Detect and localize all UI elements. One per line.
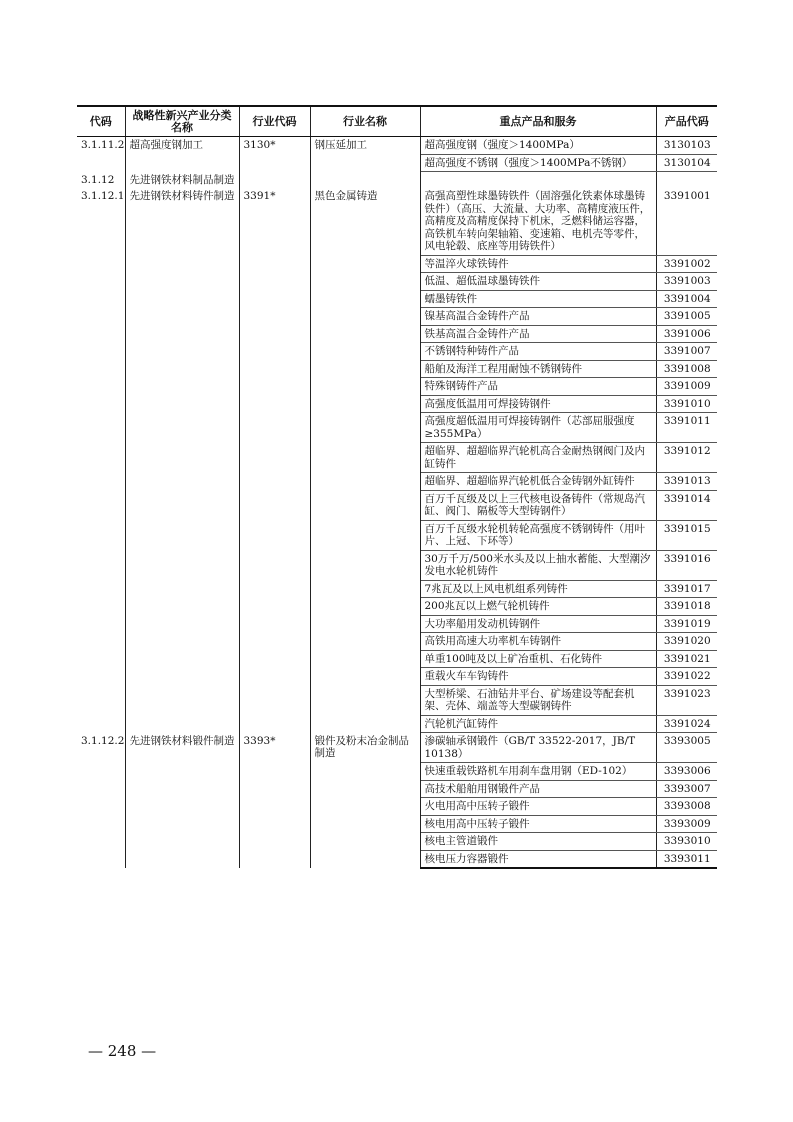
industry-name [310, 172, 420, 189]
page-number: — 248 — [88, 1042, 157, 1060]
product-code: 3391016 [656, 550, 717, 580]
product-code: 3393011 [656, 850, 717, 868]
product-name: 超高强度钢（强度＞1400MPa） [420, 137, 656, 155]
product-name: 百万千瓦级水轮机转轮高强度不锈钢铸件（用叶片、上冠、下环等） [420, 520, 656, 550]
product-name: 核电主管道锻件 [420, 833, 656, 851]
category-name: 先进钢铁材料铸件制造 [125, 188, 239, 733]
product-code: 3391021 [656, 650, 717, 668]
category-code: 3.1.11.2 [77, 137, 125, 172]
industry-name: 黑色金属铸造 [310, 188, 420, 733]
product-name: 单重100吨及以上矿冶重机、石化铸件 [420, 650, 656, 668]
category-name: 先进钢铁材料制品制造 [125, 172, 239, 189]
product-name: 火电用高中压转子锻件 [420, 798, 656, 816]
product-name: 高技术船舶用钢锻件产品 [420, 780, 656, 798]
product-code: 3130103 [656, 137, 717, 155]
product-code: 3393007 [656, 780, 717, 798]
table-header-row [77, 106, 717, 137]
product-name: 百万千瓦级及以上三代核电设备铸件（常规岛汽缸、阀门、隔板等大型铸钢件） [420, 490, 656, 520]
product-name: 超高强度不锈钢（强度＞1400MPa不锈钢） [420, 154, 656, 172]
product-code: 3391010 [656, 395, 717, 413]
product-code: 3391024 [656, 715, 717, 733]
header-industry-code: 行业代码 [239, 106, 310, 137]
industry-code: 3391* [239, 188, 310, 733]
product-name: 7兆瓦及以上风电机组系列铸件 [420, 580, 656, 598]
product-name: 快速重载铁路机车用刹车盘用钢（ED-102） [420, 763, 656, 781]
table-row [77, 733, 717, 763]
product-code: 3391006 [656, 325, 717, 343]
product-code: 3393006 [656, 763, 717, 781]
product-code: 3391003 [656, 273, 717, 291]
product-code: 3391008 [656, 360, 717, 378]
header-key-products: 重点产品和服务 [420, 106, 656, 137]
industry-code: 3130* [239, 137, 310, 172]
header-industry-name: 行业名称 [310, 106, 420, 137]
product-code [656, 172, 717, 189]
product-name: 高强高塑性球墨铸铁件（固溶强化铁素体球墨铸铁件）（高压、大流量、大功率、高精度液压件，高精度及高精度保持下机床，乏燃料储运容器，高铁机车转向架轴箱、变速箱、电机壳等零件，风电轮毂、底座等用铸铁件） [420, 188, 656, 255]
header-code: 代码 [77, 106, 125, 137]
product-code: 3391011 [656, 413, 717, 443]
product-code: 3391007 [656, 343, 717, 361]
product-name: 蠕墨铸铁件 [420, 290, 656, 308]
product-code: 3393008 [656, 798, 717, 816]
product-code: 3393009 [656, 815, 717, 833]
industry-name: 锻件及粉末冶金制品制造 [310, 733, 420, 869]
product-name: 高铁用高速大功率机车铸钢件 [420, 633, 656, 651]
category-code: 3.1.12.1 [77, 188, 125, 733]
product-name: 铁基高温合金铸件产品 [420, 325, 656, 343]
product-code: 3391020 [656, 633, 717, 651]
product-code: 3391019 [656, 615, 717, 633]
product-code: 3391004 [656, 290, 717, 308]
industry-classification-table [77, 105, 717, 869]
product-name: 30万千万/500米水头及以上抽水蓄能、大型潮汐发电水轮机铸件 [420, 550, 656, 580]
product-code: 3391022 [656, 668, 717, 686]
category-name: 超高强度钢加工 [125, 137, 239, 172]
product-name: 镍基高温合金铸件产品 [420, 308, 656, 326]
product-code: 3393005 [656, 733, 717, 763]
product-code: 3391002 [656, 255, 717, 273]
product-name: 高强度低温用可焊接铸钢件 [420, 395, 656, 413]
product-name: 汽轮机汽缸铸件 [420, 715, 656, 733]
product-code: 3393010 [656, 833, 717, 851]
category-name: 先进钢铁材料锻件制造 [125, 733, 239, 869]
table-row [77, 172, 717, 189]
product-code: 3130104 [656, 154, 717, 172]
product-code: 3391018 [656, 598, 717, 616]
product-name: 大型桥梁、石油钻井平台、矿场建设等配套机架、壳体、端盖等大型碳钢铸件 [420, 685, 656, 715]
product-code: 3391005 [656, 308, 717, 326]
category-code: 3.1.12 [77, 172, 125, 189]
table-row [77, 137, 717, 155]
industry-code [239, 172, 310, 189]
table-row [77, 188, 717, 255]
product-name: 低温、超低温球墨铸铁件 [420, 273, 656, 291]
product-name: 超临界、超超临界汽轮机高合金耐热钢阀门及内缸铸件 [420, 443, 656, 473]
category-code: 3.1.12.2 [77, 733, 125, 869]
product-name [420, 172, 656, 189]
product-code: 3391023 [656, 685, 717, 715]
product-name: 船舶及海洋工程用耐蚀不锈钢铸件 [420, 360, 656, 378]
industry-code: 3393* [239, 733, 310, 869]
product-code: 3391009 [656, 378, 717, 396]
industry-name: 钢压延加工 [310, 137, 420, 172]
product-name: 渗碳轴承钢锻件（GB/T 33522-2017，JB/T 10138） [420, 733, 656, 763]
product-code: 3391001 [656, 188, 717, 255]
product-name: 超临界、超超临界汽轮机低合金铸钢外缸铸件 [420, 473, 656, 491]
product-code: 3391014 [656, 490, 717, 520]
product-code: 3391013 [656, 473, 717, 491]
product-name: 核电压力容器锻件 [420, 850, 656, 868]
product-code: 3391015 [656, 520, 717, 550]
product-name: 重载火车车钩铸件 [420, 668, 656, 686]
product-code: 3391017 [656, 580, 717, 598]
product-name: 200兆瓦以上燃气轮机铸件 [420, 598, 656, 616]
product-name: 特殊钢铸件产品 [420, 378, 656, 396]
header-product-code: 产品代码 [656, 106, 717, 137]
product-name: 不锈钢特种铸件产品 [420, 343, 656, 361]
product-name: 大功率船用发动机铸钢件 [420, 615, 656, 633]
product-code: 3391012 [656, 443, 717, 473]
header-category-name: 战略性新兴产业分类名称 [125, 106, 239, 137]
product-name: 核电用高中压转子锻件 [420, 815, 656, 833]
product-name: 高强度超低温用可焊接铸钢件（芯部屈服强度≥355MPa） [420, 413, 656, 443]
product-name: 等温淬火球铁铸件 [420, 255, 656, 273]
